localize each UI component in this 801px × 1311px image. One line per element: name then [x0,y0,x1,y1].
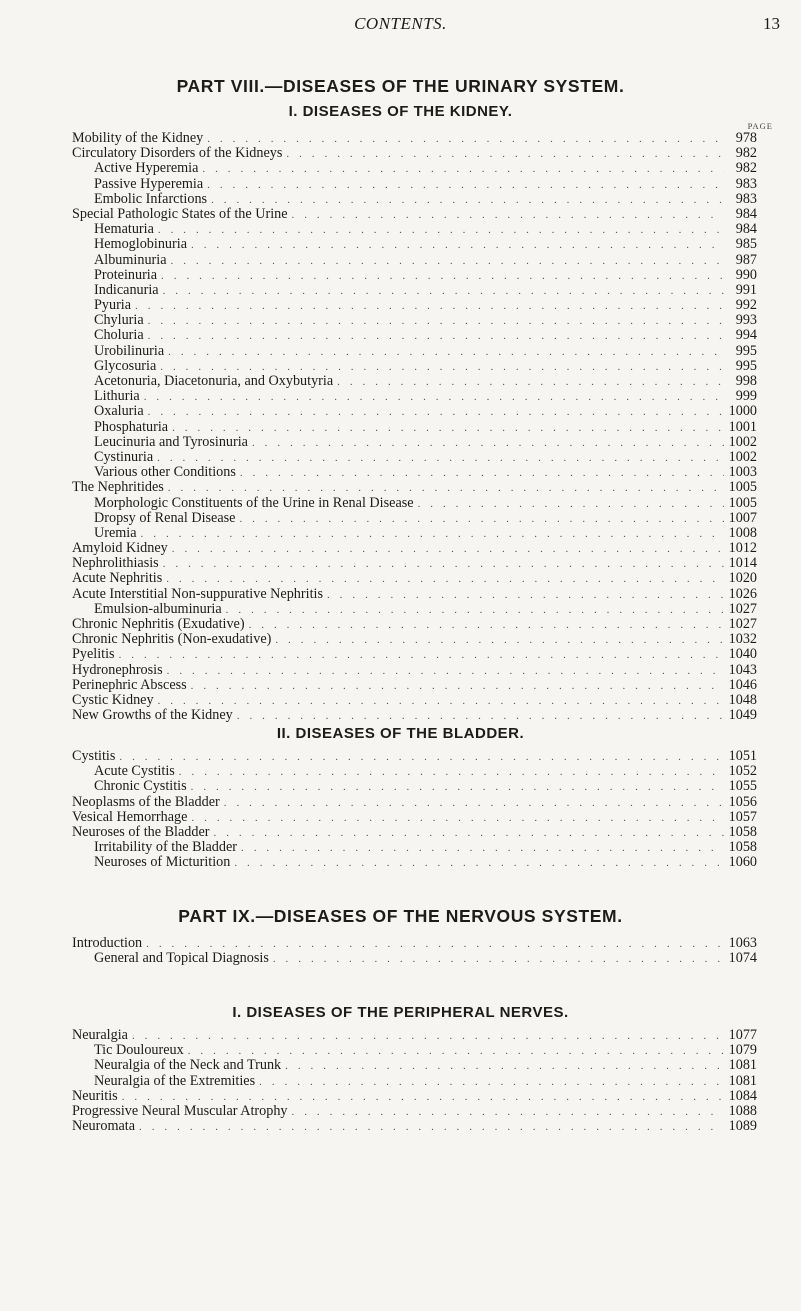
toc-entry-title: Morphologic Constituents of the Urine in Renal Disease [94,494,414,511]
toc-entry [94,268,757,283]
toc-entry [72,617,757,632]
part-viii-heading: PART VIII.—DISEASES OF THE URINARY SYSTEM. [176,76,625,96]
toc-entry-title: Albuminuria [94,251,167,268]
toc-entry-title: Acute Interstitial Non-suppurative Nephritis [72,585,323,602]
toc-entry [94,511,757,526]
dot-leader [220,796,724,811]
toc-entry-page: 985 [735,236,757,253]
toc-entry-title: Vesical Hemorrhage [72,808,188,825]
toc-entry-page: 1001 [728,418,757,435]
dot-leader [210,826,725,841]
toc-entry-page: 1005 [728,494,757,511]
toc-entry-page: 999 [735,388,757,405]
dot-leader [135,1120,724,1135]
toc-entry [72,647,757,662]
dot-leader [144,329,724,344]
toc-entry-page: 1084 [728,1087,757,1104]
toc-entry [94,855,757,870]
toc-entry [94,389,757,404]
toc-entry-page: 983 [735,190,757,207]
toc-entry-title: Pyelitis [72,646,115,663]
dot-leader [128,1029,724,1044]
dot-leader [198,162,724,177]
toc-entry [94,298,757,313]
dot-leader [159,557,724,572]
dot-leader [269,952,724,967]
dot-leader [168,542,724,557]
toc-entry-title: Cystinuria [94,448,154,465]
toc-entry-page: 1026 [728,585,757,602]
toc-entry [72,587,757,602]
toc-entry-title: Perinephric Abscess [72,676,187,693]
toc-entry-title: Uremia [94,524,137,541]
toc-entry [94,840,757,855]
toc-entry-page: 1081 [728,1057,757,1074]
toc-entry-page: 1002 [728,448,757,465]
toc-entry-page: 978 [735,130,757,146]
toc-entry-page: 1048 [728,691,757,708]
dot-leader [187,811,724,826]
toc-entry-title: Hemoglobinuria [94,236,187,253]
toc-entry-page: 995 [735,357,757,374]
toc-entry-page: 994 [735,327,757,344]
toc-entry-page: 995 [735,342,757,359]
dot-leader [414,497,724,512]
dot-leader [203,178,724,193]
toc-entry-page: 1058 [728,823,757,840]
toc-entry-page: 1014 [728,555,757,572]
toc-entry-page: 1063 [728,935,757,951]
toc-entry [94,328,757,343]
toc-entry-page: 984 [735,221,757,238]
dot-leader [288,208,724,223]
toc-entry [94,192,757,207]
toc-entry-page: 1027 [728,616,757,632]
toc-entry-title: Glycosuria [94,357,157,374]
toc-entry [72,795,757,810]
dot-leader [245,618,724,633]
section-kidney-heading: I. DISEASES OF THE KIDNEY. [288,103,513,120]
toc-entry-title: Amyloid Kidney [72,540,168,557]
toc-entry-title: Emulsion-albuminuria [94,600,222,617]
toc-entry [94,1043,757,1058]
dot-leader [187,238,724,253]
toc-entry-title: Active Hyperemia [94,160,199,177]
toc-entry [94,344,757,359]
toc-entry [94,1058,757,1073]
toc-entry-title: Neoplasms of the Bladder [72,793,220,810]
toc-entry-title: Neuralgia of the Neck and Trunk [94,1057,282,1074]
toc-entry-title: Cystic Kidney [72,691,154,708]
toc-entry-title: Neuroses of Micturition [94,854,231,871]
toc-entry [72,693,757,708]
toc-entry [94,404,757,419]
dot-leader [271,633,724,648]
toc-entry [72,131,757,146]
toc-entry-title: New Growths of the Kidney [72,707,233,724]
page-number: 13 [763,14,780,33]
toc-entry [94,496,757,511]
toc-entry-title: Chronic Cystitis [94,778,187,795]
toc-entry-page: 1003 [728,464,757,481]
toc-entry [72,1028,757,1043]
dot-leader [187,780,724,795]
toc-entry-page: 1049 [728,707,757,724]
toc-entry [94,602,757,617]
toc-entry-page: 1040 [728,646,757,663]
toc-entry [72,480,757,495]
toc-entry [94,450,757,465]
toc-entry-title: Neuralgia of the Extremities [94,1072,256,1089]
toc-entry [72,810,757,825]
toc-entry-page: 982 [735,160,757,177]
toc-entry [72,1089,757,1104]
dot-leader [187,679,724,694]
toc-entry-page: 1032 [728,631,757,648]
toc-entry-page: 984 [735,205,757,222]
toc-entry [94,283,757,298]
toc-entry-title: Choluria [94,327,144,344]
toc-entry-title: Phosphaturia [94,418,169,435]
toc-entry [72,541,757,556]
toc-entry-title: Chronic Nephritis (Non-exudative) [72,631,272,648]
toc-entry [94,313,757,328]
toc-entry [72,632,757,647]
toc-entry-page: 1056 [728,793,757,810]
toc-entry-page: 1007 [728,509,757,526]
toc-entry [94,420,757,435]
peripheral-nerves-entries [0,1028,801,1134]
toc-entry-page: 1051 [728,748,757,764]
toc-entry [94,1074,757,1089]
toc-entry [72,1104,757,1119]
toc-entry [72,708,757,723]
toc-entry-title: Passive Hyperemia [94,175,204,192]
dot-leader [137,527,724,542]
toc-entry-page: 992 [735,297,757,314]
toc-entry [72,663,757,678]
toc-entry-title: Introduction [72,935,143,951]
toc-entry-title: Chronic Nephritis (Exudative) [72,616,245,632]
dot-leader [153,451,724,466]
toc-entry-page: 987 [735,251,757,268]
dot-leader [164,345,724,360]
part-ix-heading: PART IX.—DISEASES OF THE NERVOUS SYSTEM. [178,906,623,926]
toc-entry [72,571,757,586]
dot-leader [163,664,724,679]
toc-entry-title: Embolic Infarctions [94,190,208,207]
toc-entry-page: 1077 [728,1027,757,1043]
dot-leader [144,405,724,420]
bladder-entries [0,749,801,871]
toc-entry-page: 1043 [728,661,757,678]
toc-entry [72,146,757,161]
section-bladder-heading: II. DISEASES OF THE BLADDER. [276,725,525,742]
toc-entry [72,825,757,840]
toc-entry-page: 1081 [728,1072,757,1089]
toc-entry-page: 1027 [728,600,757,617]
toc-entry-page: 1000 [728,403,757,420]
dot-leader [154,694,724,709]
dot-leader [175,765,724,780]
toc-entry-page: 993 [735,312,757,329]
running-title: CONTENTS. [354,14,447,33]
toc-entry-title: Chyluria [94,312,144,329]
toc-entry-title: Tic Douloureux [94,1042,184,1059]
toc-entry-page: 1005 [728,479,757,496]
toc-entry-title: Neuritis [72,1087,118,1104]
toc-entry [94,779,757,794]
toc-entry-title: Leucinuria and Tyrosinuria [94,433,248,450]
toc-entry [94,161,757,176]
toc-entry-title: Mobility of the Kidney [72,130,204,146]
toc-entry [72,749,757,764]
dot-leader [288,1105,724,1120]
toc-entry [94,526,757,541]
dot-leader [144,314,724,329]
dot-leader [230,856,724,871]
toc-entry [94,764,757,779]
toc-entry-page: 1058 [728,839,757,856]
toc-entry-page: 1046 [728,676,757,693]
toc-entry-title: Irritability of the Bladder [94,839,238,856]
toc-entry [72,678,757,693]
dot-leader [115,648,724,663]
toc-entry-page: 1060 [728,854,757,871]
dot-leader [248,436,724,451]
toc-entry-title: Pyuria [94,297,132,314]
toc-entry-page: 983 [735,175,757,192]
section-peripheral-nerves-heading: I. DISEASES OF THE PERIPHERAL NERVES. [232,1004,569,1021]
dot-leader [333,375,724,390]
toc-entry-title: Cystitis [72,748,116,764]
toc-entry-page: 1012 [728,540,757,557]
toc-entry-title: Acute Nephritis [72,570,163,587]
dot-leader [222,603,724,618]
toc-entry [72,1119,757,1134]
toc-entry-title: Hydronephrosis [72,661,163,678]
toc-entry-page: 982 [735,145,757,162]
dot-leader [131,299,724,314]
dot-leader [282,147,724,162]
dot-leader [140,390,724,405]
dot-leader [323,588,724,603]
toc-entry-title: Urobilinuria [94,342,165,359]
toc-entry-title: Progressive Neural Muscular Atrophy [72,1102,288,1119]
toc-entry-title: Special Pathologic States of the Urine [72,205,288,222]
dot-leader [281,1059,724,1074]
toc-entry-title: Indicanuria [94,281,159,298]
dot-leader [237,841,724,856]
toc-entry-page: 1089 [728,1118,757,1135]
dot-leader [157,269,724,284]
toc-entry-title: Circulatory Disorders of the Kidneys [72,145,283,162]
toc-entry [94,177,757,192]
toc-entry-page: 1057 [728,808,757,825]
toc-entry-page: 1002 [728,433,757,450]
dot-leader [167,254,724,269]
toc-entry-page: 1008 [728,524,757,541]
toc-entry-title: Neuromata [72,1118,136,1135]
toc-entry [94,951,757,966]
toc-entry-title: General and Topical Diagnosis [94,950,269,967]
page-column-label: PAGE [747,121,773,131]
toc-entry-title: Acetonuria, Diacetonuria, and Oxybutyria [94,373,334,389]
dot-leader [233,709,724,724]
toc-entry-page: 1074 [728,950,757,967]
toc-entry [94,465,757,480]
toc-entry-title: Dropsy of Renal Disease [94,509,236,526]
toc-entry-page: 990 [735,266,757,283]
toc-entry-page: 1055 [728,778,757,795]
dot-leader [159,284,724,299]
dot-leader [255,1075,724,1090]
toc-entry-page: 998 [735,373,757,389]
toc-entry-page: 1020 [728,570,757,587]
toc-entry [94,222,757,237]
toc-entry-title: Neuroses of the Bladder [72,823,210,840]
toc-entry-title: Lithuria [94,388,140,405]
dot-leader [168,421,724,436]
toc-entry-page: 1052 [728,763,757,780]
toc-entry [94,359,757,374]
toc-entry [94,237,757,252]
toc-entry [72,207,757,222]
dot-leader [115,750,724,765]
running-head [0,14,801,34]
dot-leader [154,223,724,238]
toc-entry-title: Proteinuria [94,266,158,283]
toc-entry-page: 991 [735,281,757,298]
toc-entry-title: Oxaluria [94,403,144,420]
toc-entry-page: 1088 [728,1102,757,1119]
toc-entry-title: Hematuria [94,221,154,238]
kidney-entries [0,131,801,723]
toc-entry-title: Nephrolithiasis [72,555,159,572]
dot-leader [236,466,724,481]
nervous-intro-entries [0,936,801,966]
dot-leader [235,512,724,527]
toc-entry-title: The Nephritides [72,479,164,496]
toc-entry [94,253,757,268]
toc-entry [72,936,757,951]
toc-entry-page: 1079 [728,1042,757,1059]
toc-entry [94,435,757,450]
toc-entry-title: Acute Cystitis [94,763,175,780]
toc-entry [72,556,757,571]
toc-entry-title: Various other Conditions [94,464,236,481]
toc-entry-title: Neuralgia [72,1027,128,1043]
toc-entry [94,374,757,389]
